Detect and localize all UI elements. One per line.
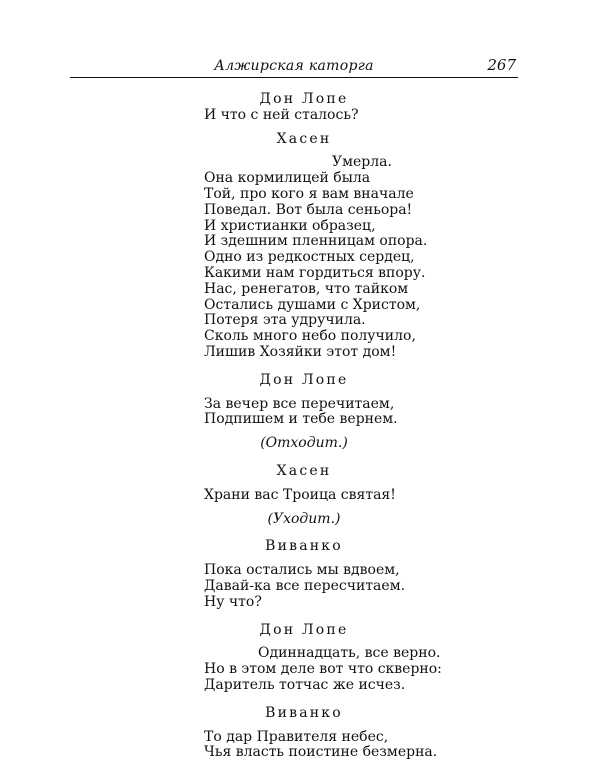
- verse-line: Потеря эта удручила.: [204, 312, 366, 329]
- speaker-name: Хасен: [276, 130, 332, 147]
- verse-line: Нас, ренегатов, что тайком: [204, 280, 409, 297]
- verse-line: Одно из редкостных сердец,: [204, 249, 415, 266]
- verse-line: И христианки образец,: [204, 217, 376, 234]
- verse-line: Какими нам гордиться впору.: [204, 264, 426, 281]
- verse-line: Подпишем и тебе вернем.: [204, 411, 398, 428]
- verse-line: Давай-ка все пересчитаем.: [204, 577, 406, 594]
- speaker-name: Виванко: [265, 704, 343, 721]
- stage-direction: [204, 436, 404, 452]
- stage-direction-text: (Уходит.): [267, 510, 341, 527]
- verse-line: Даритель тотчас же исчез.: [204, 676, 406, 693]
- verse-line: Той, про кого я вам вначале: [204, 185, 414, 202]
- stage-direction: [204, 512, 404, 528]
- verse-line: Лишив Хозяйки этот дом!: [204, 343, 397, 360]
- verse-line: Поведал. Вот была сеньора!: [204, 201, 413, 218]
- verse-line: Умерла.: [332, 154, 392, 171]
- stage-direction-text: (Отходит.): [260, 435, 348, 452]
- verse-line: Одиннадцать, все верно.: [258, 645, 441, 662]
- header-rule: [70, 77, 518, 78]
- verse-line: Ну что?: [204, 593, 262, 610]
- verse-line: Она кормилицей была: [204, 170, 371, 187]
- verse-line: Пока остались мы вдвоем,: [204, 562, 400, 579]
- page-number: 267: [487, 56, 516, 74]
- running-title: Алжирская каторга: [214, 58, 374, 74]
- verse-line: Чья власть поистине безмерна.: [204, 744, 438, 761]
- verse-line: Остались душами с Христом,: [204, 296, 421, 313]
- verse-line: И здешним пленницам опора.: [204, 233, 428, 250]
- verse-line: Храни вас Троица святая!: [204, 486, 396, 503]
- verse-line: Но в этом деле вот что скверно:: [204, 661, 442, 678]
- play-text: [204, 92, 534, 761]
- speaker-name: Виванко: [265, 538, 343, 555]
- verse-line: И что с ней сталось?: [204, 106, 359, 123]
- verse-line: Сколь много небо получило,: [204, 328, 416, 345]
- running-header: [70, 56, 518, 78]
- verse-line: За вечер все перечитаем,: [204, 395, 395, 412]
- speaker-name: Дон Лопе: [259, 371, 349, 388]
- speaker-name: Хасен: [276, 462, 332, 479]
- verse-line: То дар Правителя небес,: [204, 728, 389, 745]
- speaker-name: Дон Лопе: [259, 91, 349, 107]
- speaker-name: Дон Лопе: [259, 621, 349, 638]
